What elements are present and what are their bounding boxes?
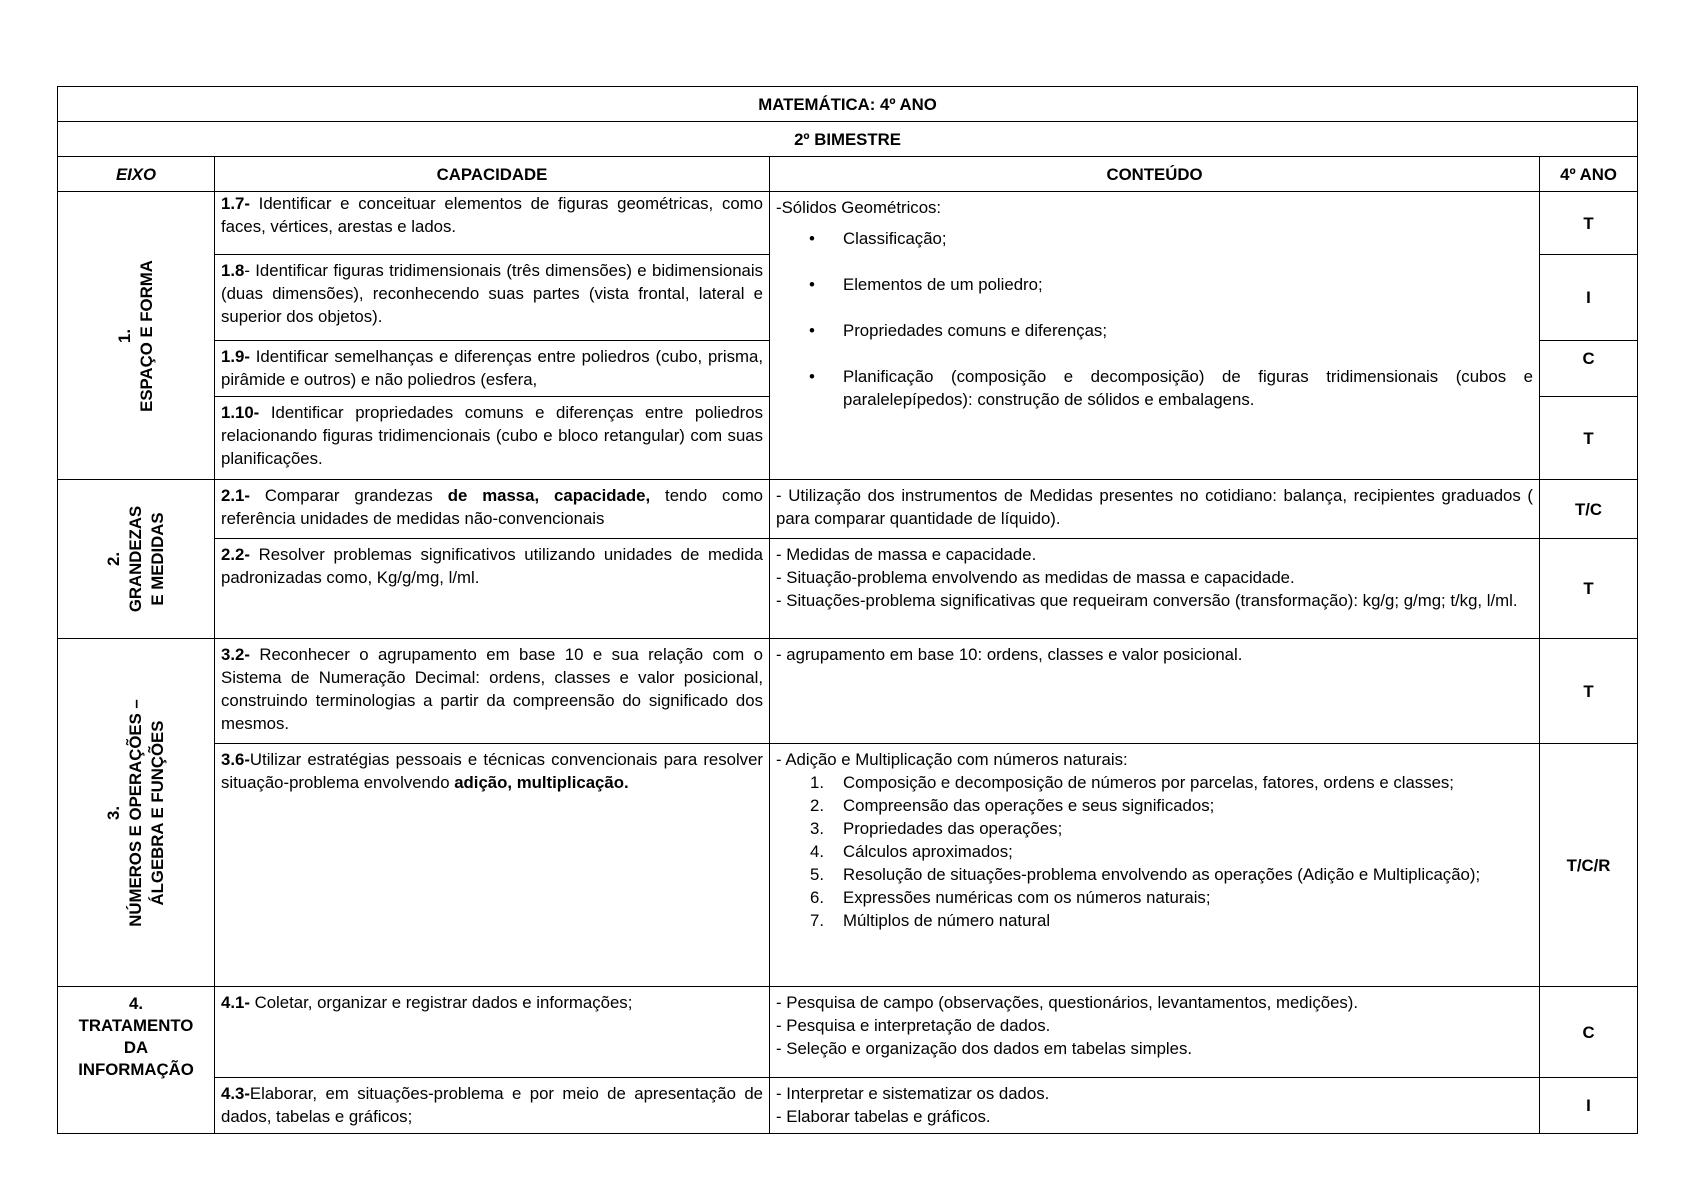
list-number: 6. <box>810 888 824 907</box>
list-item <box>810 817 1533 840</box>
conteudo-2-2 <box>770 539 1540 639</box>
list-number: 7. <box>810 911 824 930</box>
list-item <box>810 886 1533 909</box>
list-item <box>810 863 1533 886</box>
list-text: Propriedades das operações; <box>843 819 1063 838</box>
eixo-3-number: 3. <box>104 805 123 820</box>
eixo-2 <box>58 480 215 639</box>
capacidade-code: 1.7- <box>221 194 250 213</box>
conteudo-3-2: - agrupamento em base 10: ordens, classes e valor posicional. <box>770 639 1540 744</box>
list-text: Expressões numéricas com os números naturais; <box>843 888 1211 907</box>
conteudo-intro: -Sólidos Geométricos: <box>776 198 942 217</box>
capacidade-code: 3.6- <box>221 750 250 769</box>
eixo-3 <box>58 639 215 987</box>
capacidade-text: Identificar propriedades comuns e diferenças entre poliedros relacionando figuras tridimencionais (cubo e bloco retangular) com suas planificações. <box>221 403 763 468</box>
capacidade-text: Identificar e conceituar elementos de figuras geométricas, como faces, vértices, arestas e lados. <box>221 194 763 236</box>
ano-1-8: I <box>1540 255 1638 341</box>
capacidade-code: 4.1- <box>221 993 250 1012</box>
ano-4-1: C <box>1540 987 1638 1078</box>
eixo-3-name: NÚMEROS E OPERAÇÕES – <box>126 698 145 927</box>
capacidade-1-9 <box>215 341 770 397</box>
list-number: 3. <box>810 819 824 838</box>
list-item <box>810 771 1533 794</box>
capacidade-code: 1.8 <box>221 261 245 280</box>
capacidade-code: 1.9- <box>221 347 250 366</box>
eixo-2-name: GRANDEZAS <box>126 505 145 613</box>
eixo-4-name-line2: DA <box>123 1038 149 1057</box>
header-conteudo: CONTEÚDO <box>770 157 1540 192</box>
capacidade-3-2 <box>215 639 770 744</box>
conteudo-line: - Interpretar e sistematizar os dados. <box>776 1084 1050 1103</box>
conteudo-4-1 <box>770 987 1540 1078</box>
conteudo-4-3 <box>770 1078 1540 1134</box>
ano-1-7: T <box>1540 192 1638 255</box>
header-ano: 4º ANO <box>1540 157 1638 192</box>
ano-3-2: T <box>1540 639 1638 744</box>
ano-2-2: T <box>1540 539 1638 639</box>
eixo-2-name-line2: E MEDIDAS <box>148 512 167 606</box>
capacidade-code: 3.2- <box>221 645 250 664</box>
list-item: • Classificação; <box>843 227 1533 250</box>
capacidade-4-1 <box>215 987 770 1078</box>
capacidade-1-8 <box>215 255 770 341</box>
list-number: 5. <box>810 865 824 884</box>
document-title: MATEMÁTICA: 4º ANO <box>58 87 1638 122</box>
ano-4-3: I <box>1540 1078 1638 1134</box>
list-text: Composição e decomposição de números por parcelas, fatores, ordens e classes; <box>843 773 1454 792</box>
eixo-1 <box>58 192 215 480</box>
list-number: 1. <box>810 773 824 792</box>
capacidade-emphasis: adição, multiplicação. <box>454 773 629 792</box>
capacidade-code: 2.1- <box>221 486 250 505</box>
capacidade-text: - Identificar figuras tridimensionais (três dimensões) e bidimensionais (duas dimensões), reconhecendo suas partes (vista frontal, lateral e superior dos objetos). <box>221 261 763 326</box>
eixo-4-number: 4. <box>129 994 143 1013</box>
eixo-3-name-line2: ÁLGEBRA E FUNÇÕES <box>148 720 167 905</box>
capacidade-emphasis: de massa, capacidade, <box>447 486 651 505</box>
capacidade-code: 2.2- <box>221 545 250 564</box>
capacidade-text: Reconhecer o agrupamento em base 10 e sua relação com o Sistema de Numeração Decimal: ordens, classes e valor posicional, construindo terminologias a partir da compreensão do significado dos mesmos. <box>221 645 763 733</box>
capacidade-1-7 <box>215 192 770 255</box>
list-item <box>810 840 1533 863</box>
capacidade-4-3 <box>215 1078 770 1134</box>
eixo-1-name: ESPAÇO E FORMA <box>137 259 156 412</box>
ano-1-9: C <box>1540 341 1638 397</box>
eixo-4 <box>58 987 215 1134</box>
conteudo-eixo-1 <box>770 192 1540 480</box>
conteudo-line: - Situações-problema significativas que requeiram conversão (transformação): kg/g; g/mg; t/kg, l/ml. <box>776 591 1518 610</box>
list-number: 4. <box>810 842 824 861</box>
list-item <box>810 794 1533 817</box>
capacidade-text: Comparar grandezas <box>249 486 448 505</box>
capacidade-text: Utilizar estratégias pessoais e técnicas convencionais para resolver situação-problema envolvendo <box>221 750 763 792</box>
list-item: • Elementos de um poliedro; <box>843 273 1533 296</box>
capacidade-text: Elaborar, em situações-problema e por meio de apresentação de dados, tabelas e gráficos; <box>221 1084 763 1126</box>
list-text: Múltiplos de número natural <box>843 911 1051 930</box>
capacidade-text: Resolver problemas significativos utilizando unidades de medida padronizadas como, Kg/g/mg, l/ml. <box>221 545 763 587</box>
list-number: 2. <box>810 796 824 815</box>
capacidade-2-2 <box>215 539 770 639</box>
capacidade-code: 4.3- <box>221 1084 250 1103</box>
ano-1-10: T <box>1540 397 1638 480</box>
list-item <box>810 909 1533 932</box>
capacidade-1-10 <box>215 397 770 480</box>
conteudo-3-6 <box>770 744 1540 987</box>
curriculum-table <box>57 86 1638 1134</box>
capacidade-text: tendo como referência unidades de medidas não-convencionais <box>221 486 763 528</box>
list-item: • Propriedades comuns e diferenças; <box>843 319 1533 342</box>
header-eixo: EIXO <box>58 157 215 192</box>
eixo-2-number: 2. <box>104 552 123 567</box>
list-text: Cálculos aproximados; <box>843 842 1013 861</box>
header-capacidade: CAPACIDADE <box>215 157 770 192</box>
capacidade-code: 1.10- <box>221 403 260 422</box>
capacidade-text: Identificar semelhanças e diferenças entre poliedros (cubo, prisma, pirâmide e outros) e não poliedros (esfera, <box>221 347 763 389</box>
conteudo-intro: - Adição e Multiplicação com números naturais: <box>776 750 1128 769</box>
ano-3-6: T/C/R <box>1540 744 1638 987</box>
conteudo-line: - Pesquisa e interpretação de dados. <box>776 1016 1051 1035</box>
conteudo-numbered-list <box>776 771 1533 932</box>
eixo-1-number: 1. <box>115 328 134 343</box>
conteudo-line: - Seleção e organização dos dados em tabelas simples. <box>776 1039 1193 1058</box>
conteudo-line: - Elaborar tabelas e gráficos. <box>776 1107 991 1126</box>
ano-2-1: T/C <box>1540 480 1638 539</box>
conteudo-line: - Pesquisa de campo (observações, questionários, levantamentos, medições). <box>776 993 1359 1012</box>
conteudo-line: - Situação-problema envolvendo as medidas de massa e capacidade. <box>776 568 1295 587</box>
conteudo-2-1: - Utilização dos instrumentos de Medidas presentes no cotidiano: balança, recipientes graduados ( para comparar quantidade de líquido). <box>770 480 1540 539</box>
capacidade-3-6 <box>215 744 770 987</box>
eixo-4-name: TRATAMENTO <box>78 1016 194 1035</box>
list-item: • Planificação (composição e decomposição) de figuras tridimensionais (cubos e paralelepípedos): construção de sólidos e embalagens. <box>843 365 1533 411</box>
list-text: Resolução de situações-problema envolvendo as operações (Adição e Multiplicação); <box>843 865 1481 884</box>
eixo-4-name-line3: INFORMAÇÃO <box>78 1060 194 1079</box>
capacidade-2-1 <box>215 480 770 539</box>
list-text: Compreensão das operações e seus significados; <box>843 796 1215 815</box>
conteudo-line: - Medidas de massa e capacidade. <box>776 545 1037 564</box>
capacidade-text: Coletar, organizar e registrar dados e informações; <box>249 993 633 1012</box>
conteudo-bullet-list <box>776 227 1533 411</box>
bimester-title: 2º BIMESTRE <box>58 122 1638 157</box>
